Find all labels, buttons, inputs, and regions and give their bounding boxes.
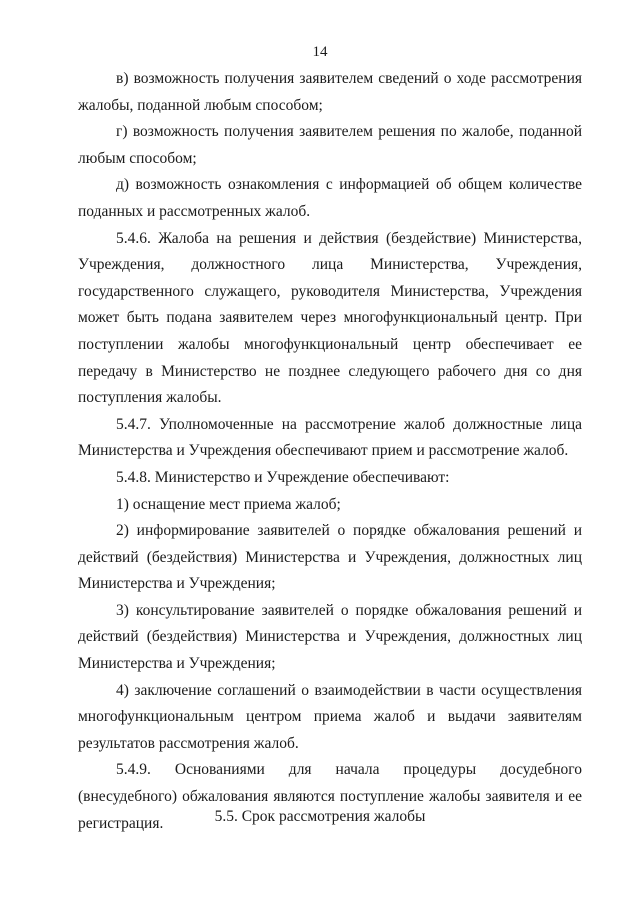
paragraph-5-4-7: 5.4.7. Уполномоченные на рассмотрение жалоб должностные лица Министерства и Учреждения обеспечивают прием и рассмотрение жалоб. xyxy=(78,415,582,460)
paragraph-item-v: в) возможность получения заявителем сведений о ходе рассмотрения жалобы, поданной любым способом; xyxy=(78,70,582,114)
document-body xyxy=(78,66,582,837)
section-heading: 5.5. Срок рассмотрения жалобы xyxy=(214,808,426,825)
list-item-2: 2) информирование заявителей о порядке обжалования решений и действий (бездействия) Министерства и Учреждения, должностных лиц Министерства и Учреждения; xyxy=(78,522,582,593)
list-item-4: 4) заключение соглашений о взаимодействии в части осуществления многофункциональным центром приема жалоб и выдачи заявителям результатов рассмотрения жалоб. xyxy=(78,681,582,752)
list-item-1: 1) оснащение мест приема жалоб; xyxy=(116,495,341,513)
paragraph-5-4-8: 5.4.8. Министерство и Учреждение обеспечивают: xyxy=(116,468,450,486)
paragraph-5-4-6: 5.4.6. Жалоба на решения и действия (бездействие) Министерства, Учреждения, должностного лица Министерства, Учреждения, государственного служащего, руководителя Министерства, Учреждения может быть подана заявителем через многофункциональный центр. При поступлении жалобы многофункциональный центр обеспечивает ее передачу в Министерство не позднее следующего рабочего дня со дня поступления жалобы. xyxy=(78,229,582,407)
list-item-3: 3) консультирование заявителей о порядке обжалования решений и действий (бездействия) Министерства и Учреждения, должностных лиц Министерства и Учреждения; xyxy=(78,601,582,673)
paragraph-item-g: г) возможность получения заявителем решения по жалобе, поданной любым способом; xyxy=(78,123,582,167)
paragraph-item-d: д) возможность ознакомления с информацией об общем количестве поданных и рассмотренных жалоб. xyxy=(78,176,582,220)
page-number: 14 xyxy=(312,44,328,60)
paragraph-5-4-9: 5.4.9. Основаниями для начала процедуры досудебного (внесудебного) обжалования являются поступление жалобы заявителя и ее регистрация. xyxy=(78,761,582,832)
